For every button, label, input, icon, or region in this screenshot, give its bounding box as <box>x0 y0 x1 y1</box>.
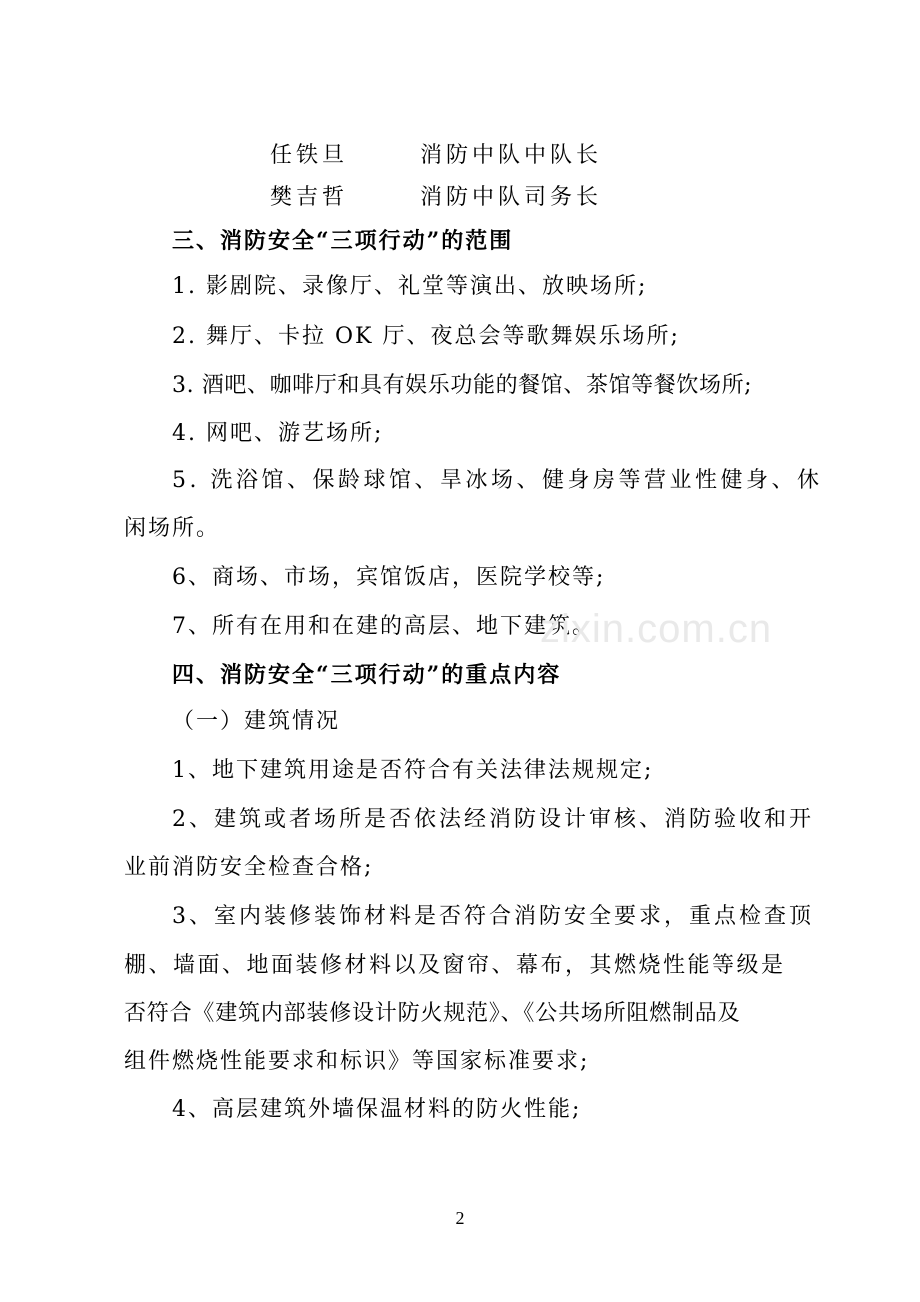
staff-name: 樊吉哲 <box>270 185 349 210</box>
list-item: 5. 洗浴馆、保龄球馆、旱冰场、健身房等营业性健身、休 <box>172 468 823 493</box>
list-item-continuation: 棚、墙面、地面装修材料以及窗帘、幕布，其燃烧性能等级是 <box>124 953 786 978</box>
list-item: 2、建筑或者场所是否依法经消防设计审核、消防验收和开 <box>172 807 814 832</box>
list-item: 3、室内装修装饰材料是否符合消防安全要求，重点检查顶 <box>172 904 814 929</box>
list-item-continuation: 业前消防安全检查合格; <box>124 855 374 880</box>
list-item: 4. 网吧、游艺场所; <box>172 421 384 446</box>
list-item-continuation: 组件燃烧性能要求和标识》等国家标准要求; <box>124 1049 590 1074</box>
staff-name: 任铁旦 <box>270 143 349 168</box>
list-item: 7、所有在用和在建的高层、地下建筑。 <box>172 614 596 639</box>
list-item-continuation: 闲场所。 <box>124 516 221 541</box>
list-item: 3. 酒吧、咖啡厅和具有娱乐功能的餐馆、茶馆等餐饮场所; <box>172 373 753 398</box>
section-heading: 三、消防安全“三项行动”的范围 <box>172 228 514 254</box>
list-item: 2. 舞厅、卡拉 OK 厅、夜总会等歌舞娱乐场所; <box>172 324 680 349</box>
watermark: zixin.com.cn <box>540 607 773 651</box>
subsection-heading: （一）建筑情况 <box>172 709 341 734</box>
list-item: 1、地下建筑用途是否符合有关法律法规规定; <box>172 758 654 783</box>
section-heading: 四、消防安全“三项行动”的重点内容 <box>172 662 562 688</box>
page-number: 2 <box>455 1208 465 1228</box>
staff-role: 消防中队司务长 <box>420 185 603 210</box>
list-item: 4、高层建筑外墙保温材料的防火性能; <box>172 1097 582 1122</box>
staff-role: 消防中队中队长 <box>420 143 603 168</box>
list-item: 1. 影剧院、录像厅、礼堂等演出、放映场所; <box>172 274 648 299</box>
list-item: 6、商场、市场，宾馆饭店，医院学校等; <box>172 565 606 590</box>
list-item-continuation: 否符合《建筑内部装修设计防火规范》、《公共场所阻燃制品及 <box>124 1001 741 1026</box>
